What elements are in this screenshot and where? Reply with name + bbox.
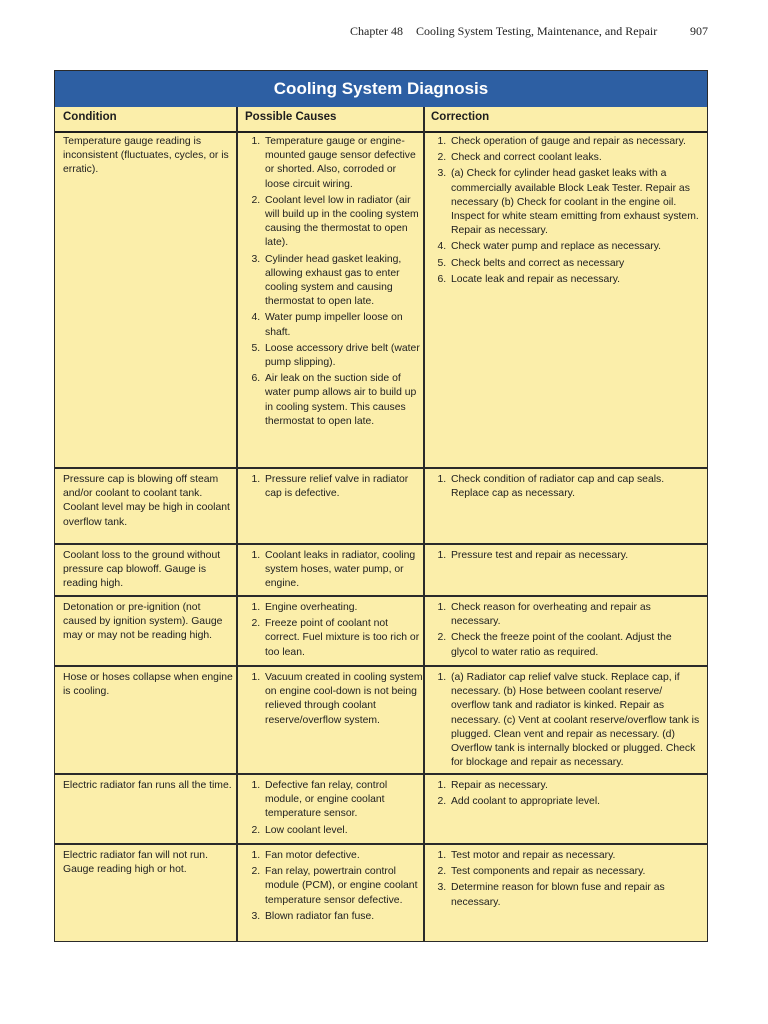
possible-causes-cell [245, 473, 423, 503]
list-item: 1. Temperature gauge or engine-mounted gauge sensor defective or shorted. Also, corroded or loose circuit wiring. [263, 135, 423, 192]
column-divider [423, 107, 425, 941]
list-item: 1. Coolant leaks in radiator, cooling system hoses, water pump, or engine. [263, 549, 423, 592]
list-item: 2. Fan relay, powertrain control module (PCM), or engine coolant temperature sensor defective. [263, 865, 423, 908]
condition-cell: Detonation or pre-ignition (not caused by ignition system). Gauge may or may not be reading high. [63, 602, 223, 642]
list-item: 1. Engine overheating. [263, 601, 423, 615]
correction-cell [431, 549, 701, 565]
header-condition: Condition [63, 111, 117, 123]
list-item: 1. Test motor and repair as necessary. [449, 849, 701, 863]
list-item: 3. Cylinder head gasket leaking, allowing exhaust gas to enter cooling system and causing thermostat to open late. [263, 253, 423, 310]
table-row [55, 665, 707, 773]
table-title: Cooling System Diagnosis [55, 71, 707, 107]
diagnosis-table [54, 70, 708, 942]
possible-causes-cell [245, 601, 423, 662]
list-item: 1. Repair as necessary. [449, 779, 701, 793]
possible-causes-cell [245, 849, 423, 926]
condition-cell: Electric radiator fan runs all the time. [63, 780, 232, 791]
header-correction: Correction [431, 111, 490, 123]
list-item: 3. Determine reason for blown fuse and repair as necessary. [449, 881, 701, 909]
list-item: 5. Check belts and correct as necessary [449, 257, 701, 271]
list-item: 1. Fan motor defective. [263, 849, 423, 863]
chapter-number: Chapter 48 [350, 24, 403, 38]
condition-cell: Hose or hoses collapse when engine is cooling. [63, 672, 233, 698]
list-item: 4. Water pump impeller loose on shaft. [263, 311, 423, 339]
correction-cell [431, 779, 701, 811]
table-row [55, 543, 707, 595]
table-row [55, 595, 707, 665]
list-item: 2. Freeze point of coolant not correct. Fuel mixture is too rich or too lean. [263, 617, 423, 660]
correction-cell [431, 473, 701, 503]
list-item: 6. Air leak on the suction side of water pump allows air to build up in cooling system. This causes thermostat to open late. [263, 372, 423, 429]
possible-causes-cell [245, 671, 423, 730]
table-row [55, 131, 707, 467]
list-item: 5. Loose accessory drive belt (water pump slipping). [263, 342, 423, 370]
condition-cell: Pressure cap is blowing off steam and/or coolant to coolant tank. Coolant level may be high in coolant overflow tank. [63, 474, 230, 528]
list-item: 2. Check the freeze point of the coolant. Adjust the glycol to water ratio as required. [449, 631, 701, 659]
list-item: 2. Test components and repair as necessary. [449, 865, 701, 879]
list-item: 2. Check and correct coolant leaks. [449, 151, 701, 165]
list-item: 1. Defective fan relay, control module, or engine coolant temperature sensor. [263, 779, 423, 822]
table-row [55, 843, 707, 941]
column-divider [236, 107, 238, 941]
possible-causes-cell [245, 549, 423, 594]
list-item: 1. Pressure test and repair as necessary. [449, 549, 701, 563]
list-item: 1. Check condition of radiator cap and cap seals. Replace cap as necessary. [449, 473, 701, 501]
list-item: 6. Locate leak and repair as necessary. [449, 273, 701, 287]
correction-cell [431, 671, 701, 772]
possible-causes-cell [245, 135, 423, 431]
list-item: 3. Blown radiator fan fuse. [263, 910, 423, 924]
condition-cell: Electric radiator fan will not run. Gauge reading high or hot. [63, 850, 208, 876]
chapter-title: Cooling System Testing, Maintenance, and Repair [416, 24, 658, 38]
list-item: 1. Check operation of gauge and repair as necessary. [449, 135, 701, 149]
list-item: 2. Add coolant to appropriate level. [449, 795, 701, 809]
list-item: 1. (a) Radiator cap relief valve stuck. Replace cap, if necessary. (b) Hose between coolant reserve/ overflow tank and radiator is kinked. Repair as necessary. (c) Vent at coolant reserve/overflow tank is plugged. Clean vent and repair as necessary. (d) Overflow tank is internally blocked or plugged. Check for blockage and repair as necessary. [449, 671, 701, 770]
table-header-row [55, 107, 707, 133]
list-item: 2. Low coolant level. [263, 824, 423, 838]
list-item: 1. Check reason for overheating and repair as necessary. [449, 601, 701, 629]
table-row [55, 467, 707, 543]
list-item: 1. Vacuum created in cooling system on engine cool-down is not being relieved through coolant reserve/overflow system. [263, 671, 423, 728]
list-item: 3. (a) Check for cylinder head gasket leaks with a commercially available Block Leak Tester. Repair as necessary (b) Check for coolant in the engine oil. Inspect for white steam emitting from exhaust system. Repair as necessary. [449, 167, 701, 238]
list-item: 2. Coolant level low in radiator (air will build up in the cooling system causing the thermostat to open late). [263, 194, 423, 251]
possible-causes-cell [245, 779, 423, 840]
list-item: 4. Check water pump and replace as necessary. [449, 240, 701, 254]
correction-cell [431, 135, 701, 289]
header-possible-causes: Possible Causes [245, 111, 337, 123]
list-item: 1. Pressure relief valve in radiator cap is defective. [263, 473, 423, 501]
correction-cell [431, 849, 701, 912]
condition-cell: Coolant loss to the ground without pressure cap blowoff. Gauge is reading high. [63, 550, 221, 590]
condition-cell: Temperature gauge reading is inconsistent (fluctuates, cycles, or is erratic). [63, 136, 229, 176]
correction-cell [431, 601, 701, 662]
table-row [55, 773, 707, 843]
page-number: 907 [690, 24, 708, 38]
